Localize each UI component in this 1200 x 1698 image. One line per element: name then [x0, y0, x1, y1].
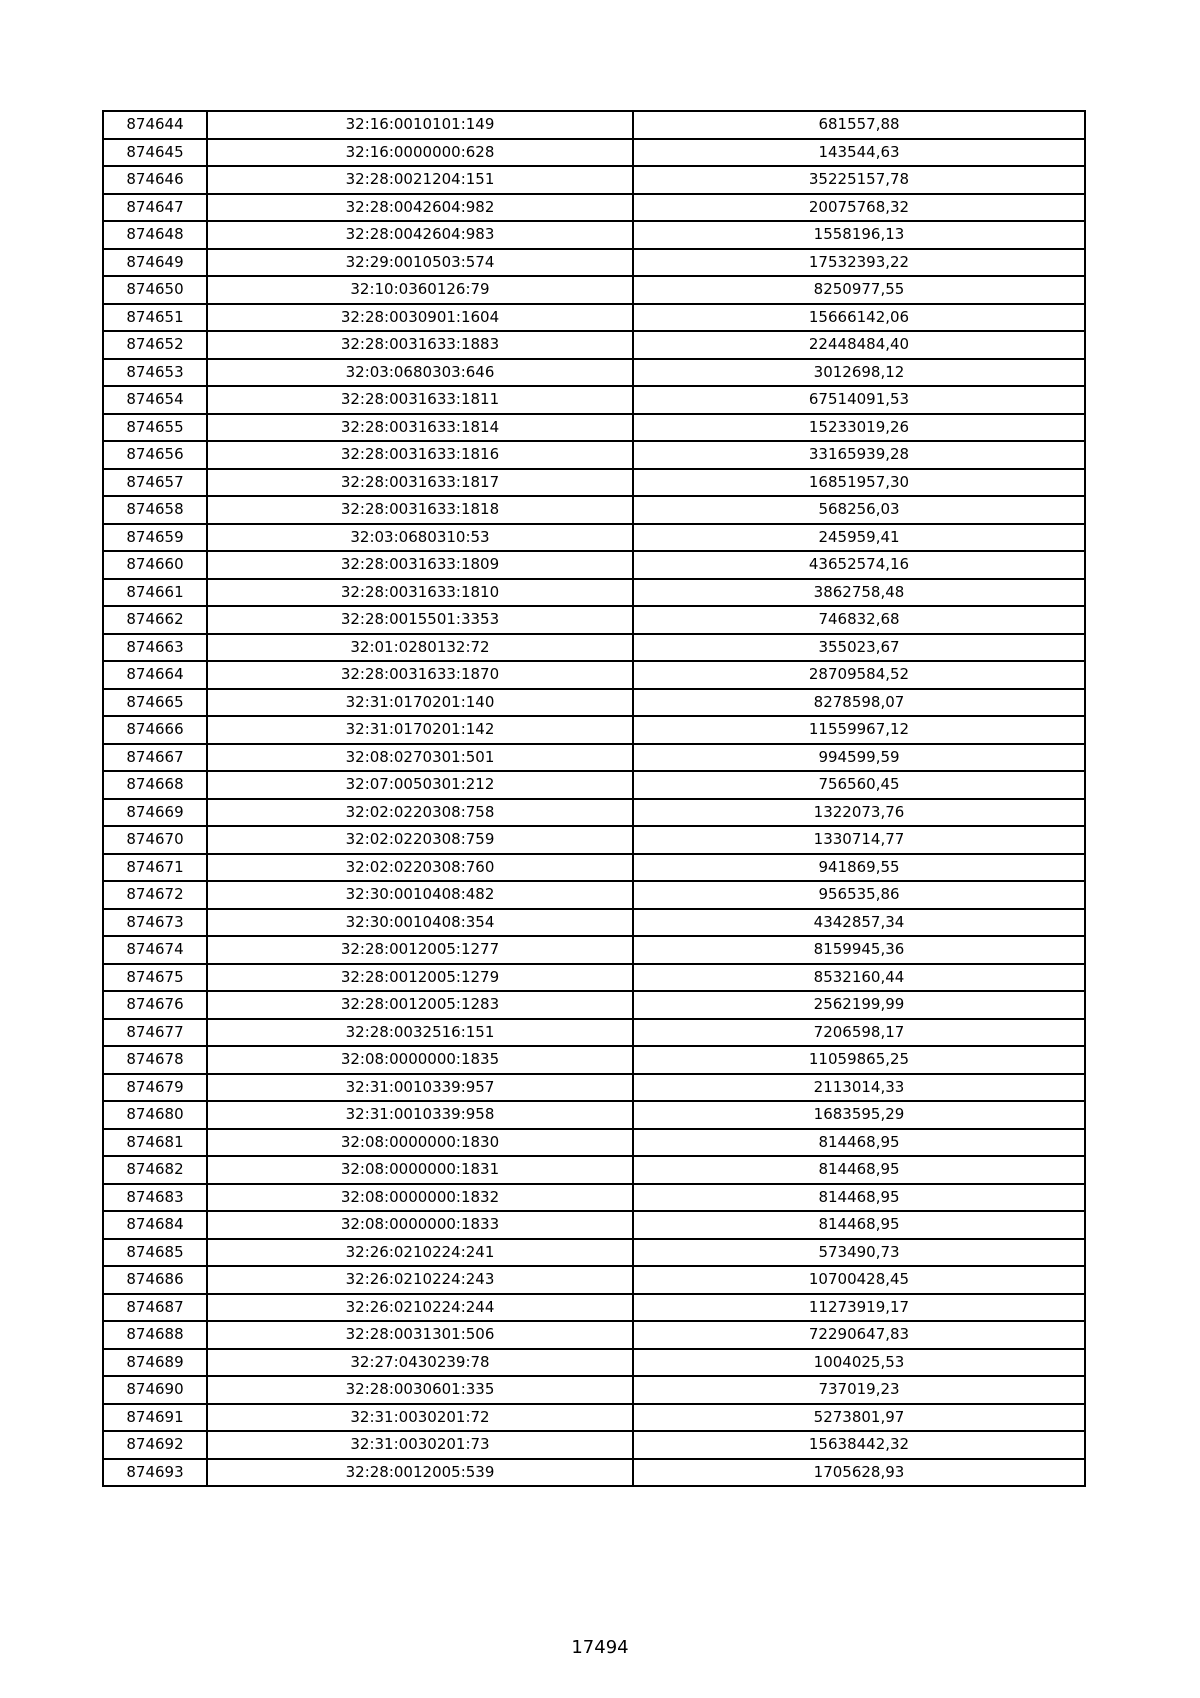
table-row [103, 111, 1085, 139]
value-cell: 3862758,48 [633, 579, 1085, 607]
table-row [103, 799, 1085, 827]
table-row [103, 634, 1085, 662]
cadastral-number-cell: 32:01:0280132:72 [207, 634, 633, 662]
table-row [103, 771, 1085, 799]
row-number-cell: 874672 [103, 881, 207, 909]
cadastral-number-cell: 32:28:0031633:1883 [207, 331, 633, 359]
cadastral-number-cell: 32:31:0010339:958 [207, 1101, 633, 1129]
cadastral-number-cell: 32:28:0012005:1279 [207, 964, 633, 992]
value-cell: 746832,68 [633, 606, 1085, 634]
cadastral-number-cell: 32:28:0015501:3353 [207, 606, 633, 634]
value-cell: 143544,63 [633, 139, 1085, 167]
row-number-cell: 874649 [103, 249, 207, 277]
cadastral-number-cell: 32:08:0000000:1835 [207, 1046, 633, 1074]
table-row [103, 1431, 1085, 1459]
value-cell: 1004025,53 [633, 1349, 1085, 1377]
row-number-cell: 874665 [103, 689, 207, 717]
table-row [103, 1404, 1085, 1432]
value-cell: 1330714,77 [633, 826, 1085, 854]
table-row [103, 1459, 1085, 1487]
cadastral-number-cell: 32:29:0010503:574 [207, 249, 633, 277]
value-cell: 814468,95 [633, 1129, 1085, 1157]
table-row [103, 166, 1085, 194]
row-number-cell: 874690 [103, 1376, 207, 1404]
table-row [103, 744, 1085, 772]
row-number-cell: 874678 [103, 1046, 207, 1074]
table-row [103, 331, 1085, 359]
page-number: 17494 [571, 1637, 629, 1658]
value-cell: 2562199,99 [633, 991, 1085, 1019]
value-cell: 245959,41 [633, 524, 1085, 552]
table-row [103, 689, 1085, 717]
row-number-cell: 874655 [103, 414, 207, 442]
cadastral-number-cell: 32:03:0680303:646 [207, 359, 633, 387]
table-row [103, 194, 1085, 222]
value-cell: 43652574,16 [633, 551, 1085, 579]
cadastral-number-cell: 32:28:0031633:1870 [207, 661, 633, 689]
cadastral-number-cell: 32:16:0000000:628 [207, 139, 633, 167]
table-row [103, 1074, 1085, 1102]
row-number-cell: 874693 [103, 1459, 207, 1487]
cadastral-number-cell: 32:26:0210224:243 [207, 1266, 633, 1294]
cadastral-number-cell: 32:28:0031633:1818 [207, 496, 633, 524]
cadastral-number-cell: 32:28:0021204:151 [207, 166, 633, 194]
value-cell: 20075768,32 [633, 194, 1085, 222]
row-number-cell: 874652 [103, 331, 207, 359]
cadastral-number-cell: 32:28:0042604:983 [207, 221, 633, 249]
cadastral-number-cell: 32:28:0031633:1810 [207, 579, 633, 607]
cadastral-number-cell: 32:08:0000000:1833 [207, 1211, 633, 1239]
row-number-cell: 874645 [103, 139, 207, 167]
cadastral-number-cell: 32:28:0012005:539 [207, 1459, 633, 1487]
cadastral-number-cell: 32:26:0210224:244 [207, 1294, 633, 1322]
cadastral-number-cell: 32:08:0000000:1832 [207, 1184, 633, 1212]
value-cell: 33165939,28 [633, 441, 1085, 469]
value-cell: 355023,67 [633, 634, 1085, 662]
cadastral-number-cell: 32:31:0170201:142 [207, 716, 633, 744]
table-row [103, 909, 1085, 937]
row-number-cell: 874669 [103, 799, 207, 827]
table-row [103, 1321, 1085, 1349]
cadastral-number-cell: 32:31:0170201:140 [207, 689, 633, 717]
value-cell: 4342857,34 [633, 909, 1085, 937]
row-number-cell: 874671 [103, 854, 207, 882]
row-number-cell: 874648 [103, 221, 207, 249]
table-body [103, 111, 1085, 1486]
table-row [103, 661, 1085, 689]
value-cell: 8278598,07 [633, 689, 1085, 717]
value-cell: 72290647,83 [633, 1321, 1085, 1349]
cadastral-number-cell: 32:08:0000000:1831 [207, 1156, 633, 1184]
cadastral-number-cell: 32:28:0031633:1816 [207, 441, 633, 469]
value-cell: 568256,03 [633, 496, 1085, 524]
row-number-cell: 874647 [103, 194, 207, 222]
cadastral-number-cell: 32:30:0010408:354 [207, 909, 633, 937]
row-number-cell: 874681 [103, 1129, 207, 1157]
value-cell: 10700428,45 [633, 1266, 1085, 1294]
value-cell: 5273801,97 [633, 1404, 1085, 1432]
cadastral-number-cell: 32:28:0012005:1277 [207, 936, 633, 964]
table-row [103, 249, 1085, 277]
row-number-cell: 874683 [103, 1184, 207, 1212]
row-number-cell: 874656 [103, 441, 207, 469]
value-cell: 11559967,12 [633, 716, 1085, 744]
table-row [103, 1184, 1085, 1212]
value-cell: 22448484,40 [633, 331, 1085, 359]
cadastral-number-cell: 32:28:0031633:1817 [207, 469, 633, 497]
cadastral-number-cell: 32:10:0360126:79 [207, 276, 633, 304]
table-row [103, 304, 1085, 332]
cadastral-number-cell: 32:30:0010408:482 [207, 881, 633, 909]
cadastral-number-cell: 32:08:0000000:1830 [207, 1129, 633, 1157]
table-row [103, 826, 1085, 854]
table-row [103, 1211, 1085, 1239]
table-row [103, 386, 1085, 414]
row-number-cell: 874668 [103, 771, 207, 799]
row-number-cell: 874670 [103, 826, 207, 854]
row-number-cell: 874679 [103, 1074, 207, 1102]
row-number-cell: 874674 [103, 936, 207, 964]
cadastral-number-cell: 32:26:0210224:241 [207, 1239, 633, 1267]
row-number-cell: 874673 [103, 909, 207, 937]
row-number-cell: 874677 [103, 1019, 207, 1047]
value-cell: 67514091,53 [633, 386, 1085, 414]
value-cell: 15233019,26 [633, 414, 1085, 442]
cadastral-number-cell: 32:07:0050301:212 [207, 771, 633, 799]
value-cell: 28709584,52 [633, 661, 1085, 689]
cadastral-number-cell: 32:28:0042604:982 [207, 194, 633, 222]
table-row [103, 414, 1085, 442]
row-number-cell: 874685 [103, 1239, 207, 1267]
cadastral-number-cell: 32:16:0010101:149 [207, 111, 633, 139]
value-cell: 814468,95 [633, 1156, 1085, 1184]
table-row [103, 1129, 1085, 1157]
value-cell: 15666142,06 [633, 304, 1085, 332]
cadastral-number-cell: 32:28:0032516:151 [207, 1019, 633, 1047]
table-row [103, 579, 1085, 607]
cadastral-number-cell: 32:28:0031633:1811 [207, 386, 633, 414]
value-cell: 573490,73 [633, 1239, 1085, 1267]
row-number-cell: 874691 [103, 1404, 207, 1432]
value-cell: 8159945,36 [633, 936, 1085, 964]
value-cell: 17532393,22 [633, 249, 1085, 277]
row-number-cell: 874659 [103, 524, 207, 552]
table-row [103, 936, 1085, 964]
value-cell: 7206598,17 [633, 1019, 1085, 1047]
value-cell: 814468,95 [633, 1184, 1085, 1212]
row-number-cell: 874689 [103, 1349, 207, 1377]
table-row [103, 964, 1085, 992]
value-cell: 11273919,17 [633, 1294, 1085, 1322]
cadastral-number-cell: 32:02:0220308:758 [207, 799, 633, 827]
value-cell: 681557,88 [633, 111, 1085, 139]
table-row [103, 606, 1085, 634]
table-row [103, 1019, 1085, 1047]
value-cell: 941869,55 [633, 854, 1085, 882]
row-number-cell: 874657 [103, 469, 207, 497]
table-row [103, 469, 1085, 497]
value-cell: 1322073,76 [633, 799, 1085, 827]
table-row [103, 1101, 1085, 1129]
table-row [103, 139, 1085, 167]
table-row [103, 221, 1085, 249]
row-number-cell: 874682 [103, 1156, 207, 1184]
cadastral-number-cell: 32:08:0270301:501 [207, 744, 633, 772]
value-cell: 16851957,30 [633, 469, 1085, 497]
value-cell: 737019,23 [633, 1376, 1085, 1404]
row-number-cell: 874653 [103, 359, 207, 387]
value-cell: 1683595,29 [633, 1101, 1085, 1129]
value-cell: 756560,45 [633, 771, 1085, 799]
row-number-cell: 874661 [103, 579, 207, 607]
row-number-cell: 874688 [103, 1321, 207, 1349]
value-cell: 994599,59 [633, 744, 1085, 772]
row-number-cell: 874658 [103, 496, 207, 524]
table-row [103, 1046, 1085, 1074]
row-number-cell: 874666 [103, 716, 207, 744]
cadastral-number-cell: 32:28:0030601:335 [207, 1376, 633, 1404]
cadastral-number-cell: 32:28:0031633:1809 [207, 551, 633, 579]
table-row [103, 854, 1085, 882]
table-row [103, 1349, 1085, 1377]
row-number-cell: 874662 [103, 606, 207, 634]
value-cell: 1558196,13 [633, 221, 1085, 249]
row-number-cell: 874686 [103, 1266, 207, 1294]
row-number-cell: 874646 [103, 166, 207, 194]
cadastral-number-cell: 32:28:0031301:506 [207, 1321, 633, 1349]
table-row [103, 991, 1085, 1019]
row-number-cell: 874650 [103, 276, 207, 304]
table-row [103, 1156, 1085, 1184]
cadastral-number-cell: 32:28:0031633:1814 [207, 414, 633, 442]
cadastral-number-cell: 32:27:0430239:78 [207, 1349, 633, 1377]
value-cell: 3012698,12 [633, 359, 1085, 387]
cadastral-number-cell: 32:31:0030201:73 [207, 1431, 633, 1459]
value-cell: 956535,86 [633, 881, 1085, 909]
row-number-cell: 874687 [103, 1294, 207, 1322]
row-number-cell: 874667 [103, 744, 207, 772]
table-row [103, 1266, 1085, 1294]
row-number-cell: 874663 [103, 634, 207, 662]
table-row [103, 359, 1085, 387]
data-table [102, 110, 1086, 1487]
row-number-cell: 874676 [103, 991, 207, 1019]
value-cell: 15638442,32 [633, 1431, 1085, 1459]
table-row [103, 551, 1085, 579]
value-cell: 814468,95 [633, 1211, 1085, 1239]
table-row [103, 716, 1085, 744]
document-table-container [102, 110, 1084, 1487]
table-row [103, 276, 1085, 304]
row-number-cell: 874651 [103, 304, 207, 332]
row-number-cell: 874654 [103, 386, 207, 414]
cadastral-number-cell: 32:02:0220308:759 [207, 826, 633, 854]
row-number-cell: 874660 [103, 551, 207, 579]
table-row [103, 441, 1085, 469]
table-row [103, 1294, 1085, 1322]
cadastral-number-cell: 32:28:0030901:1604 [207, 304, 633, 332]
cadastral-number-cell: 32:28:0012005:1283 [207, 991, 633, 1019]
row-number-cell: 874664 [103, 661, 207, 689]
row-number-cell: 874680 [103, 1101, 207, 1129]
cadastral-number-cell: 32:31:0030201:72 [207, 1404, 633, 1432]
value-cell: 2113014,33 [633, 1074, 1085, 1102]
row-number-cell: 874692 [103, 1431, 207, 1459]
cadastral-number-cell: 32:03:0680310:53 [207, 524, 633, 552]
row-number-cell: 874675 [103, 964, 207, 992]
table-row [103, 1239, 1085, 1267]
cadastral-number-cell: 32:31:0010339:957 [207, 1074, 633, 1102]
row-number-cell: 874684 [103, 1211, 207, 1239]
value-cell: 11059865,25 [633, 1046, 1085, 1074]
table-row [103, 1376, 1085, 1404]
table-row [103, 524, 1085, 552]
value-cell: 8250977,55 [633, 276, 1085, 304]
value-cell: 8532160,44 [633, 964, 1085, 992]
cadastral-number-cell: 32:02:0220308:760 [207, 854, 633, 882]
value-cell: 1705628,93 [633, 1459, 1085, 1487]
table-row [103, 496, 1085, 524]
table-row [103, 881, 1085, 909]
value-cell: 35225157,78 [633, 166, 1085, 194]
row-number-cell: 874644 [103, 111, 207, 139]
